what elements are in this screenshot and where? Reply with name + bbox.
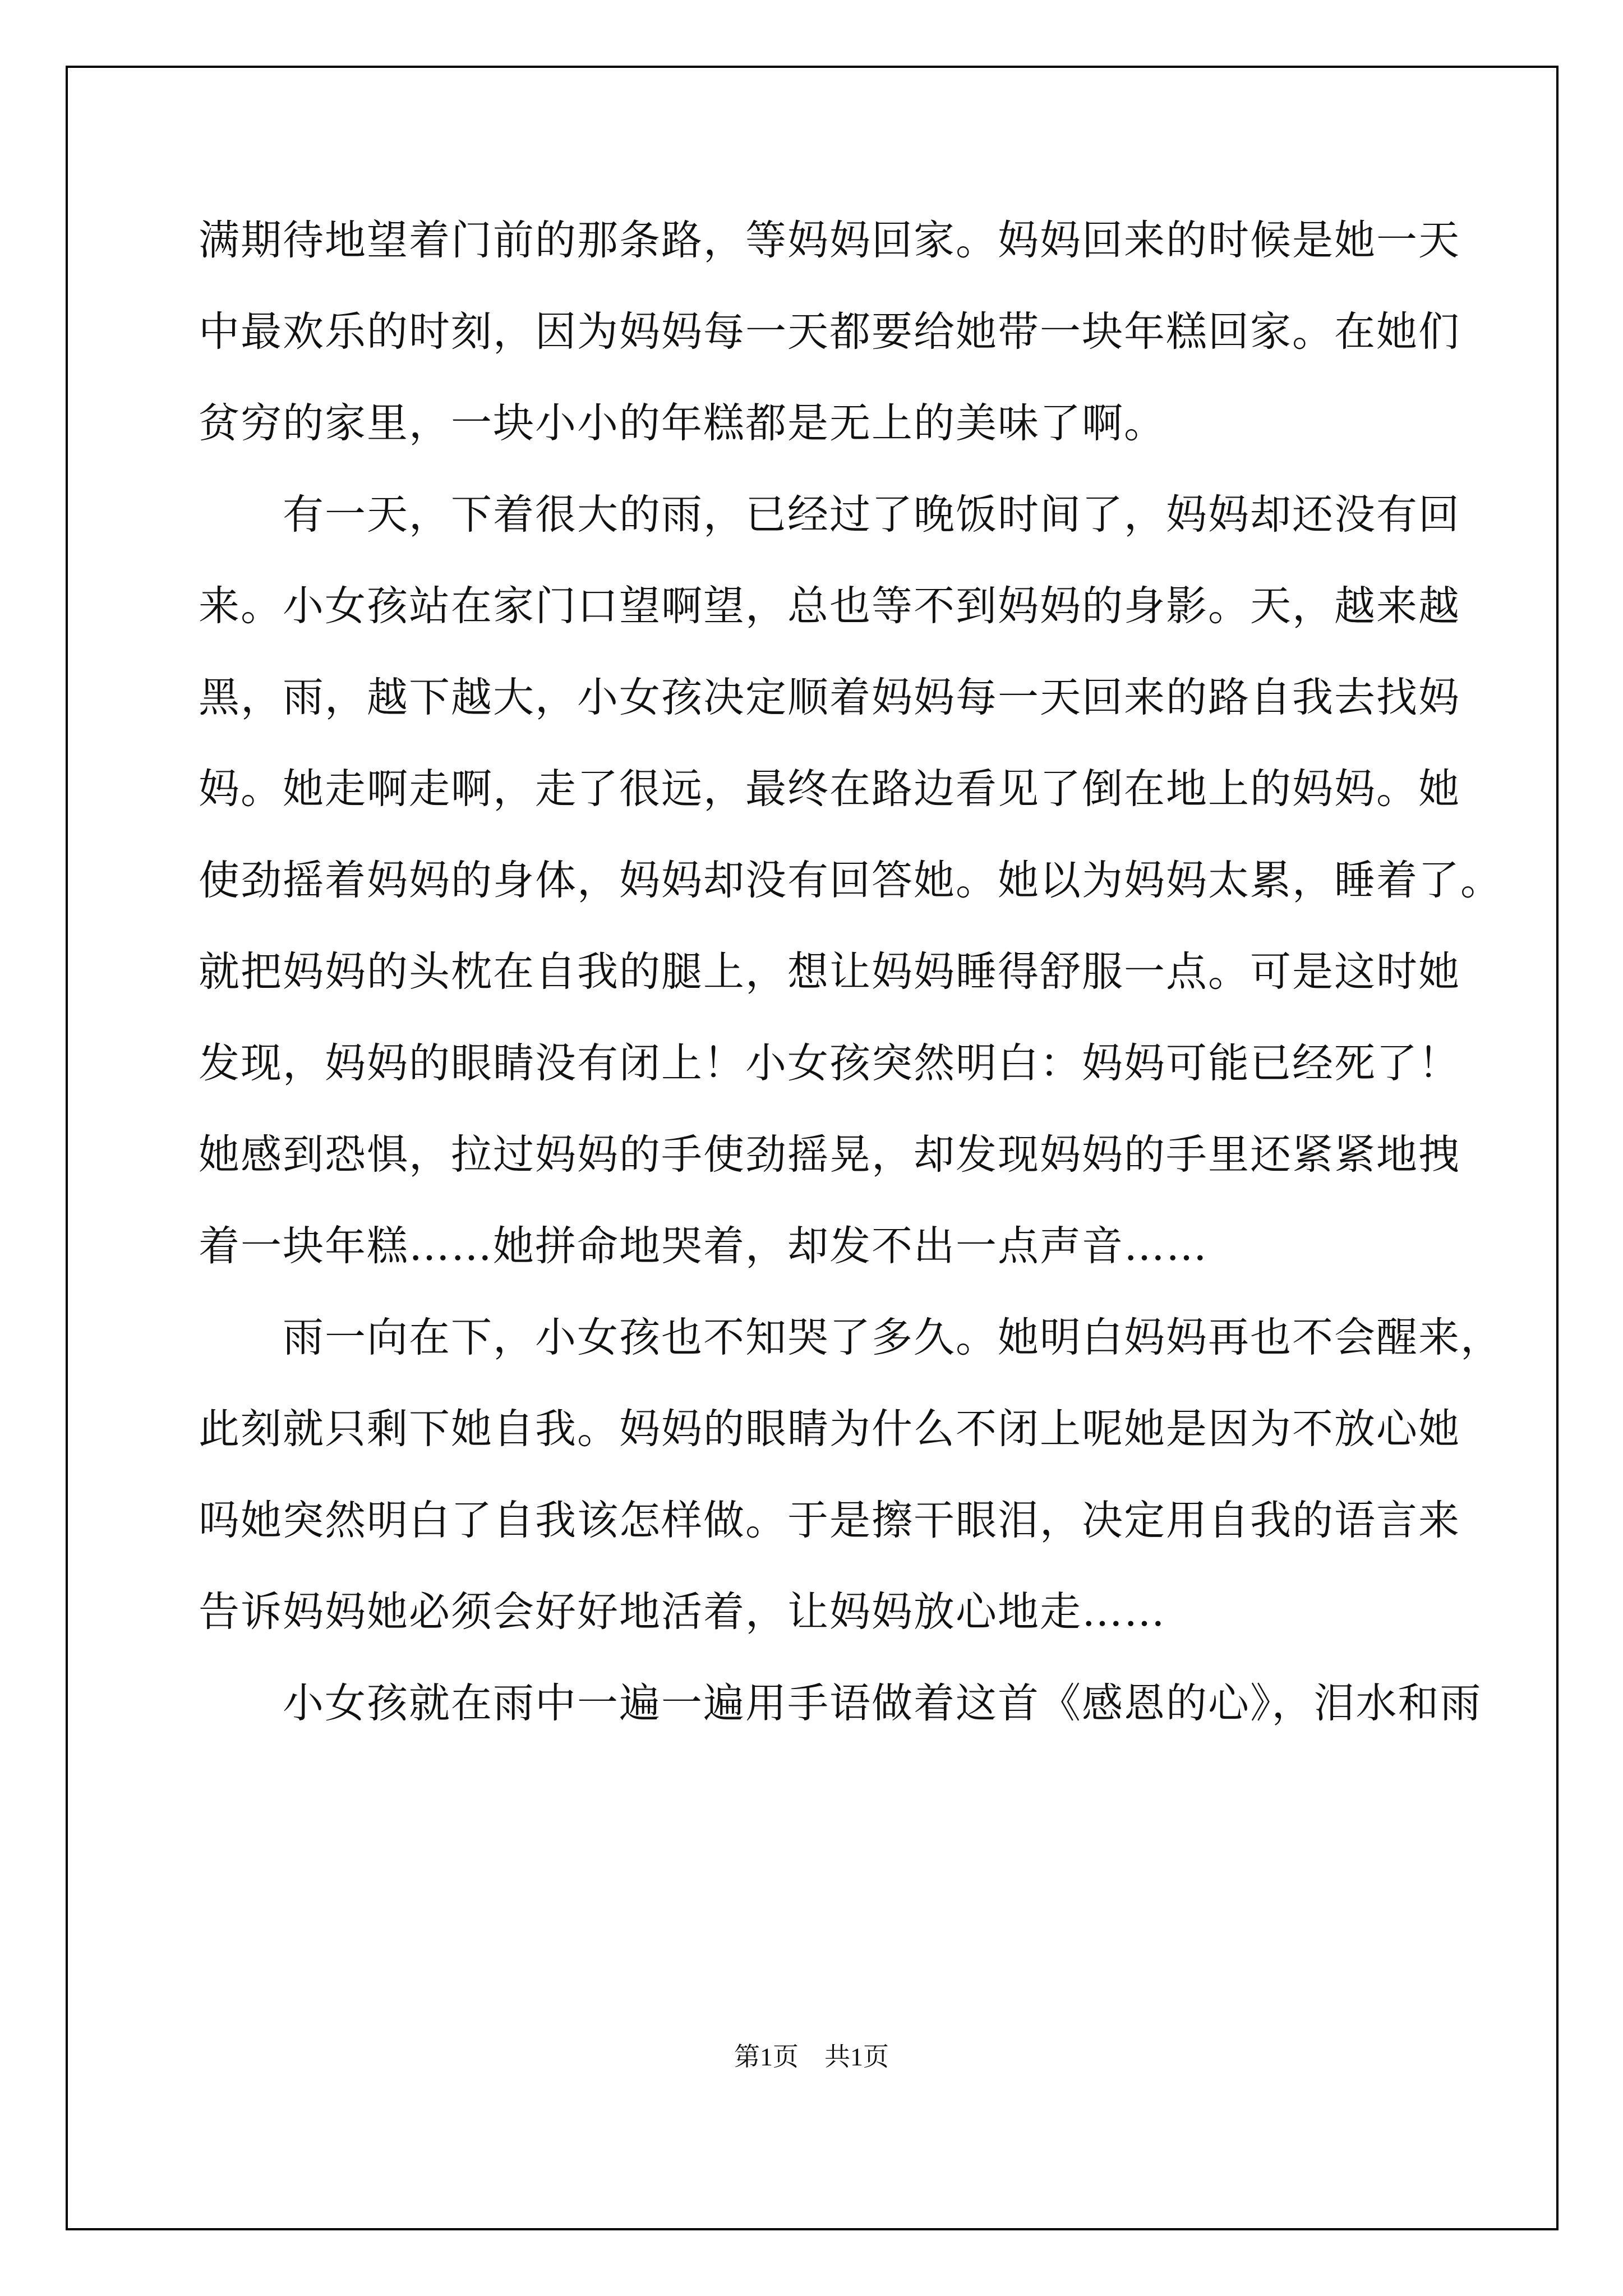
text-line: 来。小女孩站在家门口望啊望，总也等不到妈妈的身影。天，越来越	[199, 582, 1460, 630]
text-line: 满期待地望着门前的那条路，等妈妈回家。妈妈回来的时候是她一天	[199, 217, 1460, 264]
text-line: 黑，雨，越下越大，小女孩决定顺着妈妈每一天回来的路自我去找妈	[199, 674, 1460, 721]
text-line: 就把妈妈的头枕在自我的腿上，想让妈妈睡得舒服一点。可是这时她	[199, 948, 1460, 996]
text-line: 小女孩就在雨中一遍一遍用手语做着这首《感恩的心》，泪水和雨	[199, 1680, 1482, 1727]
text-line: 使劲摇着妈妈的身体，妈妈却没有回答她。她以为妈妈太累，睡着了。	[199, 857, 1502, 904]
document-body	[199, 195, 1502, 1749]
text-line: 有一天，下着很大的雨，已经过了晚饭时间了，妈妈却还没有回	[199, 491, 1460, 539]
text-line: 中最欢乐的时刻，因为妈妈每一天都要给她带一块年糕回家。在她们	[199, 308, 1460, 356]
page-footer	[0, 2036, 1623, 2073]
text-line: 贫穷的家里，一块小小的年糕都是无上的美味了啊。	[199, 399, 1166, 447]
text-line: 妈。她走啊走啊，走了很远，最终在路边看见了倒在地上的妈妈。她	[199, 765, 1460, 813]
text-line: 她感到恐惧，拉过妈妈的手使劲摇晃，却发现妈妈的手里还紧紧地拽	[199, 1131, 1460, 1179]
text-line: 吗她突然明白了自我该怎样做。于是擦干眼泪，决定用自我的语言来	[199, 1497, 1460, 1544]
text-line: 告诉妈妈她必须会好好地活着，让妈妈放心地走……	[199, 1588, 1166, 1636]
text-line: 雨一向在下，小女孩也不知哭了多久。她明白妈妈再也不会醒来，	[199, 1314, 1502, 1361]
page-number: 第1页 共1页	[734, 2042, 889, 2071]
text-line: 发现，妈妈的眼睛没有闭上！小女孩突然明白：妈妈可能已经死了！	[199, 1039, 1460, 1087]
text-line: 着一块年糕……她拼命地哭着，却发不出一点声音……	[199, 1222, 1208, 1270]
text-line: 此刻就只剩下她自我。妈妈的眼睛为什么不闭上呢她是因为不放心她	[199, 1405, 1460, 1453]
